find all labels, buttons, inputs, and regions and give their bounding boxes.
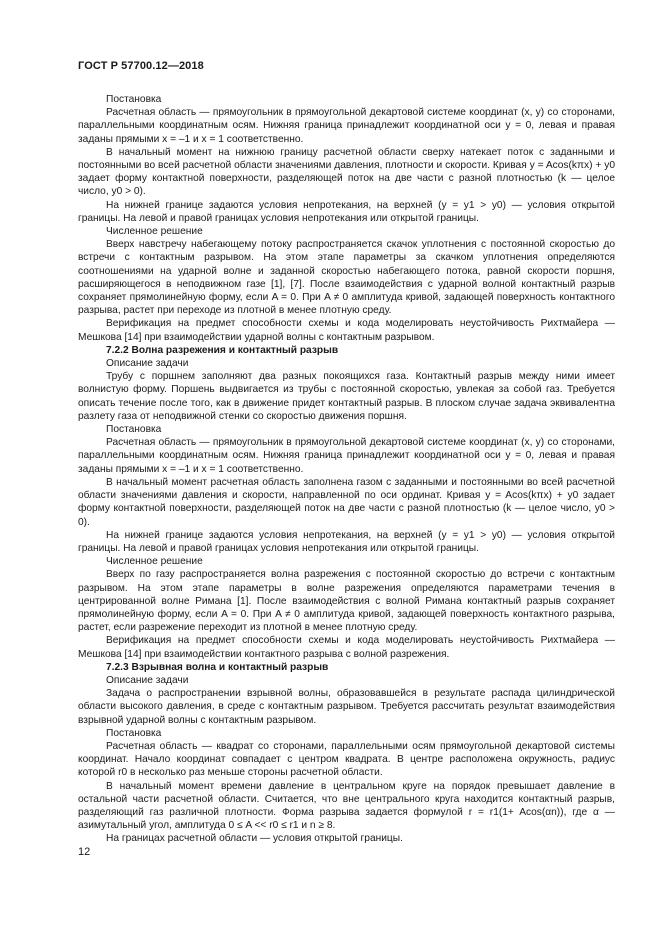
paragraph: Задача о распространении взрывной волны, образовавшейся в результате распада цилиндрической области высокого давления, в среде с контактным разрывом. Требуется рассчитать результат взаимодействия взрывной ударной волны с контактным разрывом. (78, 688, 615, 726)
paragraph: Вверх по газу распространяется волна разрежения с постоянной скоростью до встречи с контактным разрывом. На этом этапе параметры в волне разрежения определяются параметрами течения в центрированной волне Римана [1]. После взаимодействия с волной Римана контактный разрыв сохраняет прямолинейную форму, если A = 0. При A ≠ 0 амплитуда кривой, задающей поверхность контактного разрыва, растет, если разрежение переходит из плотной в менее плотную среду. (78, 569, 615, 634)
subsection-label: Описание задачи (106, 674, 189, 686)
page-number: 12 (78, 846, 91, 858)
paragraph: Расчетная область — квадрат со сторонами, параллельными осям прямоугольной декартовой системы координат. Начало координат совпадает с центром квадрата. В центре расположена окружность, радиус которой r0 в несколько раз меньше стороны расчетной области. (78, 740, 615, 779)
paragraph: На нижней границе задаются условия непротекания, на верхней (y = y1 > y0) — условия открытой границы. На левой и правой границах условия непротекания или открытой границы. (78, 199, 615, 224)
section-heading: 7.2.3 Взрывная волна и контактный разрыв (106, 661, 329, 673)
paragraph: Расчетная область — прямоугольник в прямоугольной декартовой системе координат (x, y) со сторонами, параллельными координатным осям. Нижняя граница принадлежит координатной оси y = 0, левая и правая заданы прямыми x = –1 и x = 1 соответственно. (78, 107, 615, 145)
subsection-label: Численное решение (106, 556, 203, 568)
subsection-label: Постановка (106, 94, 162, 105)
paragraph: Трубу с поршнем заполняют два разных покоящихся газа. Контактный разрыв между ними имеет волнистую форму. Поршень выдвигается из трубы с постоянной скоростью, увлекая за собой газ. Требуется описать течение после того, как в движение придет контактный разрыв. В плоском случае задача эквивалентна разлету газа от неподвижной стенки со скоростью движения поршня. (78, 371, 615, 422)
paragraph: Расчетная область — прямоугольник в прямоугольной декартовой системе координат (x, y) со сторонами, параллельными координатным осям. Нижняя граница принадлежит координатной оси y = 0, левая и правая заданы прямыми x = –1 и x = 1 соответственно. (78, 437, 615, 475)
subsection-label: Описание задачи (106, 358, 189, 370)
section-heading: 7.2.2 Волна разрежения и контактный разрыв (106, 344, 339, 356)
document-body (78, 93, 615, 846)
subsection-label: Численное решение (106, 226, 203, 238)
paragraph: В начальный момент на нижнюю границу расчетной области сверху натекает поток с заданными и постоянными во всей расчетной области значениями давления, плотности и скорости. Кривая y = Acos(kπx) + y0 задает форму контактной поверхности, разделяющей поток на две части с разной плотностью (k — целое число, y0 > 0). (78, 146, 615, 198)
subsection-label: Постановка (106, 424, 162, 436)
document-header: ГОСТ Р 57700.12—2018 (78, 60, 204, 72)
paragraph: В начальный момент времени давление в центральном круге на порядок превышает давление в остальной части расчетной области. Считается, что вне центрального круга находится контактный разрыв, разделяющий газ различной плотности. Форма разрыва задается формулой r = r1(1+ Acos(αn)), где α — азимутальный угол, амплитуда 0 ≤ A << r0 ≤ r1 и n ≥ 8. (78, 780, 615, 832)
paragraph: Верификация на предмет способности схемы и кода моделировать неустойчивость Рихтмайера — Мешкова [14] при взаимодействии контактного разрыва с волной разрежения. (78, 635, 615, 660)
paragraph: Вверх навстречу набегающему потоку распространяется скачок уплотнения с постоянной скоростью до встречи с контактным разрывом. На этом этапе параметры за скачком уплотнения определяются соотношениями на ударной волне и заданной скоростью набегающего потока, равной скорости поршня, расширяющегося в неподвижном газе [1], [7]. После взаимодействия с ударной волной контактный разрыв сохраняет прямолинейную форму, если A = 0. При A ≠ 0 амплитуда кривой, задающей поверхность контактного разрыва, растет при переходе из плотной в менее плотную среду. (78, 239, 615, 317)
paragraph: Верификация на предмет способности схемы и кода моделировать неустойчивость Рихтмайера — Мешкова [14] при взаимодействии ударной волны с контактным разрывом. (78, 318, 615, 343)
subsection-label: Постановка (106, 727, 162, 739)
paragraph: На нижней границе задаются условия непротекания, на верхней (y = y1 > y0) — условия открытой границы. На левой и правой границах условия непротекания или открытой границы. (78, 529, 615, 554)
paragraph: На границах расчетной области — условия открытой границы. (106, 833, 403, 845)
paragraph: В начальный момент расчетная область заполнена газом с заданными и постоянными во всей расчетной области значениями давления и скорости, направленной по оси ординат. Кривая y = Acos(kπx) + y0 задает форму контактной поверхности, разделяющей поток на две части с разной плотностью (k — целое число, y0 > 0). (78, 476, 615, 528)
